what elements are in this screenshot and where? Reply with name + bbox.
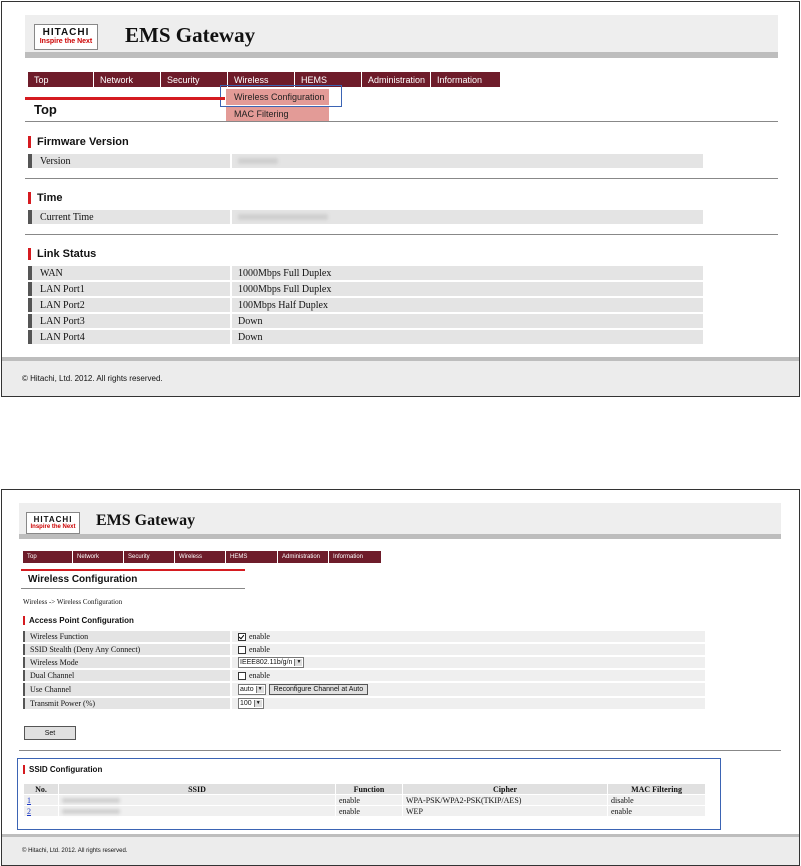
main-nav — [23, 551, 381, 563]
ap-row-use-channel — [23, 683, 705, 696]
ssid-no-cell — [24, 795, 59, 806]
column-header: MAC Filtering — [608, 784, 706, 795]
table-row — [24, 795, 706, 806]
link-value: 1000Mbps Full Duplex — [232, 266, 703, 280]
time-heading: Time — [28, 192, 62, 204]
link-value: Down — [232, 330, 703, 344]
ap-config-heading: Access Point Configuration — [23, 616, 134, 625]
nav-security[interactable]: Security — [161, 72, 228, 87]
link-value: 100Mbps Half Duplex — [232, 298, 703, 312]
link-label: WAN — [28, 266, 230, 280]
select-value: IEEE802.11b/g/n — [240, 659, 293, 666]
nav-network[interactable]: Network — [73, 551, 124, 563]
dual-channel-value — [232, 670, 705, 681]
link-status-heading: Link Status — [28, 248, 96, 260]
nav-top[interactable]: Top — [28, 72, 94, 87]
highlight-box — [220, 85, 342, 107]
nav-security[interactable]: Security — [124, 551, 175, 563]
ssid-table — [23, 783, 706, 817]
column-header: SSID — [59, 784, 336, 795]
footer — [2, 834, 799, 865]
dual-channel-label: Dual Channel — [23, 670, 230, 681]
transmit-power-label: Transmit Power (%) — [23, 698, 230, 709]
menu-wireless-configuration[interactable]: Wireless Configuration — [226, 89, 329, 105]
ssid-stealth-label: SSID Stealth (Deny Any Connect) — [23, 644, 230, 655]
ap-row-wireless-mode — [23, 657, 705, 668]
firmware-heading: Firmware Version — [28, 136, 129, 148]
ssid-stealth-checkbox[interactable] — [238, 646, 246, 654]
ap-row-wireless-function — [23, 631, 705, 642]
page-title: Wireless Configuration — [28, 574, 138, 585]
ssid-name-cell — [59, 806, 336, 817]
transmit-power-select[interactable] — [238, 698, 264, 709]
wireless-config-screenshot — [1, 489, 800, 866]
hitachi-logo — [34, 24, 98, 50]
select-value: auto — [240, 686, 254, 693]
link-label: LAN Port1 — [28, 282, 230, 296]
logo-tagline: Inspire the Next — [30, 524, 76, 530]
version-row — [28, 154, 703, 168]
nav-hems[interactable]: HEMS — [226, 551, 278, 563]
wireless-mode-select[interactable] — [238, 657, 304, 668]
function-cell: enable — [336, 795, 403, 806]
nav-hems[interactable]: HEMS — [295, 72, 362, 87]
chevron-down-icon: ▼ — [294, 659, 302, 666]
ssid-name-cell — [59, 795, 336, 806]
ap-row-ssid-stealth — [23, 644, 705, 655]
current-time-value — [232, 210, 703, 224]
link-value: 1000Mbps Full Duplex — [232, 282, 703, 296]
nav-information[interactable]: Information — [437, 74, 483, 85]
checkbox-label: enable — [249, 671, 270, 680]
link-row-lan1 — [28, 282, 703, 296]
cipher-cell: WEP — [403, 806, 608, 817]
divider — [21, 588, 245, 589]
column-header: Function — [336, 784, 403, 795]
chevron-down-icon: ▼ — [254, 700, 262, 707]
menu-mac-filtering[interactable]: MAC Filtering — [226, 106, 329, 122]
ssid-link[interactable]: 2 — [27, 806, 31, 816]
app-title: EMS Gateway — [125, 23, 256, 47]
logo-text: HITACHI — [33, 515, 73, 524]
use-channel-select[interactable] — [238, 684, 266, 695]
use-channel-value — [232, 683, 705, 696]
version-value — [232, 154, 703, 168]
nav-administration[interactable]: Administration — [278, 551, 329, 563]
nav-wireless[interactable]: Wireless — [228, 72, 295, 87]
time-row — [28, 210, 703, 224]
chevron-down-icon: ▼ — [256, 686, 264, 693]
set-button[interactable]: Set — [24, 726, 76, 740]
select-value: 100 — [240, 700, 252, 707]
column-header: No. — [24, 784, 59, 795]
current-time-label: Current Time — [28, 210, 230, 224]
link-row-wan — [28, 266, 703, 280]
link-label: LAN Port4 — [28, 330, 230, 344]
breadcrumb: Wireless -> Wireless Configuration — [23, 598, 123, 606]
checkbox-label: enable — [249, 645, 270, 654]
table-row — [24, 806, 706, 817]
page-title: Top — [34, 102, 57, 117]
wireless-mode-value — [232, 657, 705, 668]
nav-administration[interactable]: Administration — [362, 72, 431, 87]
ssid-config-heading: SSID Configuration — [23, 765, 102, 774]
wireless-function-label: Wireless Function — [23, 631, 230, 642]
link-row-lan3 — [28, 314, 703, 328]
link-label: LAN Port3 — [28, 314, 230, 328]
hitachi-logo — [26, 512, 80, 534]
ssid-link[interactable]: 1 — [27, 795, 31, 805]
wireless-function-checkbox[interactable] — [238, 633, 246, 641]
logo-tagline: Inspire the Next — [39, 38, 93, 45]
copyright-text: © Hitachi, Ltd. 2012. All rights reserved. — [22, 848, 128, 854]
app-title: EMS Gateway — [96, 512, 196, 529]
mac-filtering-cell: enable — [608, 806, 706, 817]
mac-filtering-cell: disable — [608, 795, 706, 806]
use-channel-label: Use Channel — [23, 683, 230, 696]
nav-top[interactable]: Top — [23, 551, 73, 563]
version-label: Version — [28, 154, 230, 168]
copyright-text: © Hitachi, Ltd. 2012. All rights reserved. — [22, 374, 163, 383]
link-row-lan4 — [28, 330, 703, 344]
cipher-cell: WPA-PSK/WPA2-PSK(TKIP/AES) — [403, 795, 608, 806]
transmit-power-value — [232, 698, 705, 709]
checkbox-label: enable — [249, 632, 270, 641]
table-header-row — [24, 784, 706, 795]
dual-channel-checkbox[interactable] — [238, 672, 246, 680]
function-cell: enable — [336, 806, 403, 817]
nav-network[interactable]: Network — [94, 72, 161, 87]
reconfigure-channel-button[interactable]: Reconfigure Channel at Auto — [269, 684, 369, 695]
ap-row-transmit-power — [23, 698, 705, 709]
title-underline — [21, 569, 245, 571]
ap-row-dual-channel — [23, 670, 705, 681]
divider — [25, 121, 778, 122]
wireless-mode-label: Wireless Mode — [23, 657, 230, 668]
link-label: LAN Port2 — [28, 298, 230, 312]
divider — [25, 178, 778, 179]
logo-text: HITACHI — [42, 27, 90, 38]
nav-wireless[interactable]: Wireless — [175, 551, 226, 563]
nav-information[interactable]: Information — [333, 554, 364, 560]
link-row-lan2 — [28, 298, 703, 312]
wireless-function-value — [232, 631, 705, 642]
ssid-stealth-value — [232, 644, 705, 655]
column-header: Cipher — [403, 784, 608, 795]
link-value: Down — [232, 314, 703, 328]
title-underline — [25, 97, 225, 100]
divider — [25, 234, 778, 235]
divider — [19, 750, 781, 751]
footer — [2, 357, 799, 396]
ssid-no-cell — [24, 806, 59, 817]
top-page-screenshot — [1, 1, 800, 397]
